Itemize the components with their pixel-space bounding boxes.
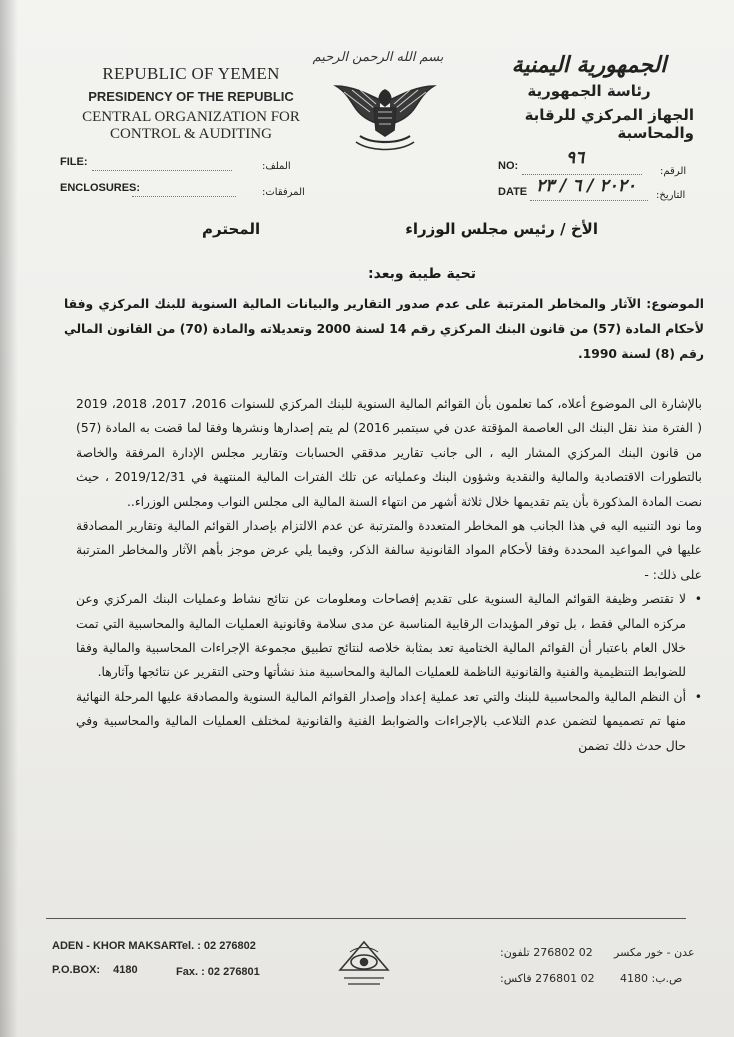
bullet-text-1: لا تقتصر وظيفة القوائم المالية السنوية على تقديم إفصاحات ومعلومات عن نتائج نشاط وعمليات البنك المركزي وعن مركزه المالي فقط ، بل توفر المؤيدات الرقابية المناسبة عن مدى سلامة وقانونية العمليات المالية والمحاسبية التي تمت خلال العام باعتبار أن القوائم المالية الختامية تعد بمثابة خلاصه لنتائج تطبيق مجموعة الإجراءات المحاسبية والمالية وفقا للضوابط التنظيمية والفنية والقانونية الناظمة للعمليات المالية والمحاسبية منذ نشأتها وحتى التقرير عن نتائجها وآثارها.: [76, 592, 686, 680]
paragraph-1: بالإشارة الى الموضوع أعلاه، كما تعلمون بأن القوائم المالية السنوية للبنك المركزي للسنوات 2016، 2017، 2018، 2019 ( الفترة منذ نقل البنك الى العاصمة المؤقتة عدن في سبتمبر 2016) لم يتم إصدارها ونشرها وفقا لما قضت به المادة (57) من قانون البنك المركزي المشار اليه ، الى جانب تقارير مدققي الحسابات وتقارير مجلس الإدارة المرفقة والخاصة بالتطورات الاقتصادية والمالية والنقدية وشؤون البنك وعملياته عن تلك الفترات المالية المنتهية في 2019/12/31 ، حيث نصت المادة المذكورة بأن يتم تقديمها خلال ثلاثة أشهر من انتهاء السنة المالية الى مجلس النواب ومجلس الوزراء..: [76, 397, 702, 509]
footer-fax-en: Fax. : 02 276801: [176, 966, 260, 978]
respect-title: المحترم: [202, 220, 261, 238]
footer-pobox-value: 4180: [113, 964, 138, 976]
footer-fax-ar: 02 276801 فاكس:: [500, 972, 595, 985]
number-label-ar: الرقم:: [660, 166, 687, 177]
bullet-marker: •: [694, 689, 702, 704]
greeting: تحية طيبة وبعد:: [368, 266, 476, 282]
footer-pobox-ar: ص.ب: 4180: [620, 972, 683, 985]
file-label: FILE:: [60, 156, 88, 168]
yemen-eagle-emblem-icon: [330, 72, 440, 157]
footer-pobox-en: [52, 964, 138, 976]
bullet-marker: •: [694, 592, 702, 607]
footer-address-ar: عدن - خور مكسر: [614, 946, 695, 959]
en-presidency: PRESIDENCY OF THE REPUBLIC: [88, 89, 294, 104]
page-edge-shadow: [0, 0, 18, 1037]
ar-country: الجمهورية اليمنية: [511, 52, 667, 78]
letter-subject: الموضوع: الآثار والمخاطر المترتبة على عدم صدور التقارير والبيانات المالية السنوية للبنك المركزي وفقا لأحكام المادة (57) من قانون البنك المركزي رقم 14 لسنة 2000 وتعديلاته والمادة (70) من القانون المالي رقم (8) لسنة 1990.: [64, 297, 704, 361]
en-country: REPUBLIC OF YEMEN: [102, 64, 280, 83]
enclosures-label-ar: المرفقات:: [262, 187, 305, 198]
enclosures-dotted-line: [132, 196, 236, 197]
letter-date-handwritten: ٢٠٢٠ / ٦ / ٢٣: [536, 176, 637, 196]
footer-divider: [46, 918, 686, 919]
footer-tel-ar: 02 276802 تلفون:: [500, 946, 593, 959]
enclosures-label: ENCLOSURES:: [60, 182, 141, 194]
bullet-item-1: [76, 587, 702, 685]
ar-presidency: رئاسة الجمهورية: [527, 82, 651, 100]
date-label-ar: التاريخ:: [656, 190, 686, 201]
basmala-calligraphy: بسم الله الرحمن الرحيم: [312, 50, 444, 65]
bullet-item-2: [76, 685, 702, 758]
date-label: DATE: [498, 186, 528, 198]
bullet-text-2: أن النظم المالية والمحاسبية للبنك والتي تعد عملية إعداد وإصدار القوائم المالية السنوية والمصادقة عليها المرحلة النهائية منها تم تصميمها لتضمن عدم التلاعب بالإجراءات والضوابط الفنية والقانونية لمختلف العمليات المالية والمحاسبية وفي حال حدث ذلك تضمن: [76, 689, 686, 753]
footer-address-en: ADEN - KHOR MAKSAR: [52, 940, 177, 952]
footer-tel-en: Tel. : 02 276802: [176, 940, 256, 952]
arabic-letterhead: [484, 52, 694, 142]
footer-pobox-label: P.O.BOX:: [52, 964, 101, 976]
ar-organization: الجهاز المركزي للرقابة والمحاسبة: [524, 106, 694, 142]
addressee: الأخ / رئيس مجلس الوزراء: [405, 220, 598, 238]
file-label-ar: الملف:: [262, 161, 291, 172]
number-dotted-line: [522, 174, 642, 175]
en-organization: CENTRAL ORGANIZATION FOR CONTROL & AUDITING: [82, 109, 300, 142]
letter-number-handwritten: ٩٦: [566, 148, 585, 168]
organization-logo-icon: [332, 930, 396, 994]
english-letterhead: [66, 64, 316, 143]
paragraph-2: وما نود التنبيه اليه في هذا الجانب هو المخاطر المتعددة والمترتبة عن عدم الالتزام بإصدار القوائم المالية وتقارير المصادقة عليها في المواعيد المحددة وفقا لأحكام المواد القانونية سالفة الذكر، وفيما يلي عرض موجز بأهم الآثار والمخاطر المترتبة على ذلك: -: [76, 519, 702, 582]
letter-body: [76, 392, 702, 758]
number-label: NO:: [498, 160, 519, 172]
date-dotted-line: [530, 200, 648, 201]
file-dotted-line: [92, 170, 232, 171]
